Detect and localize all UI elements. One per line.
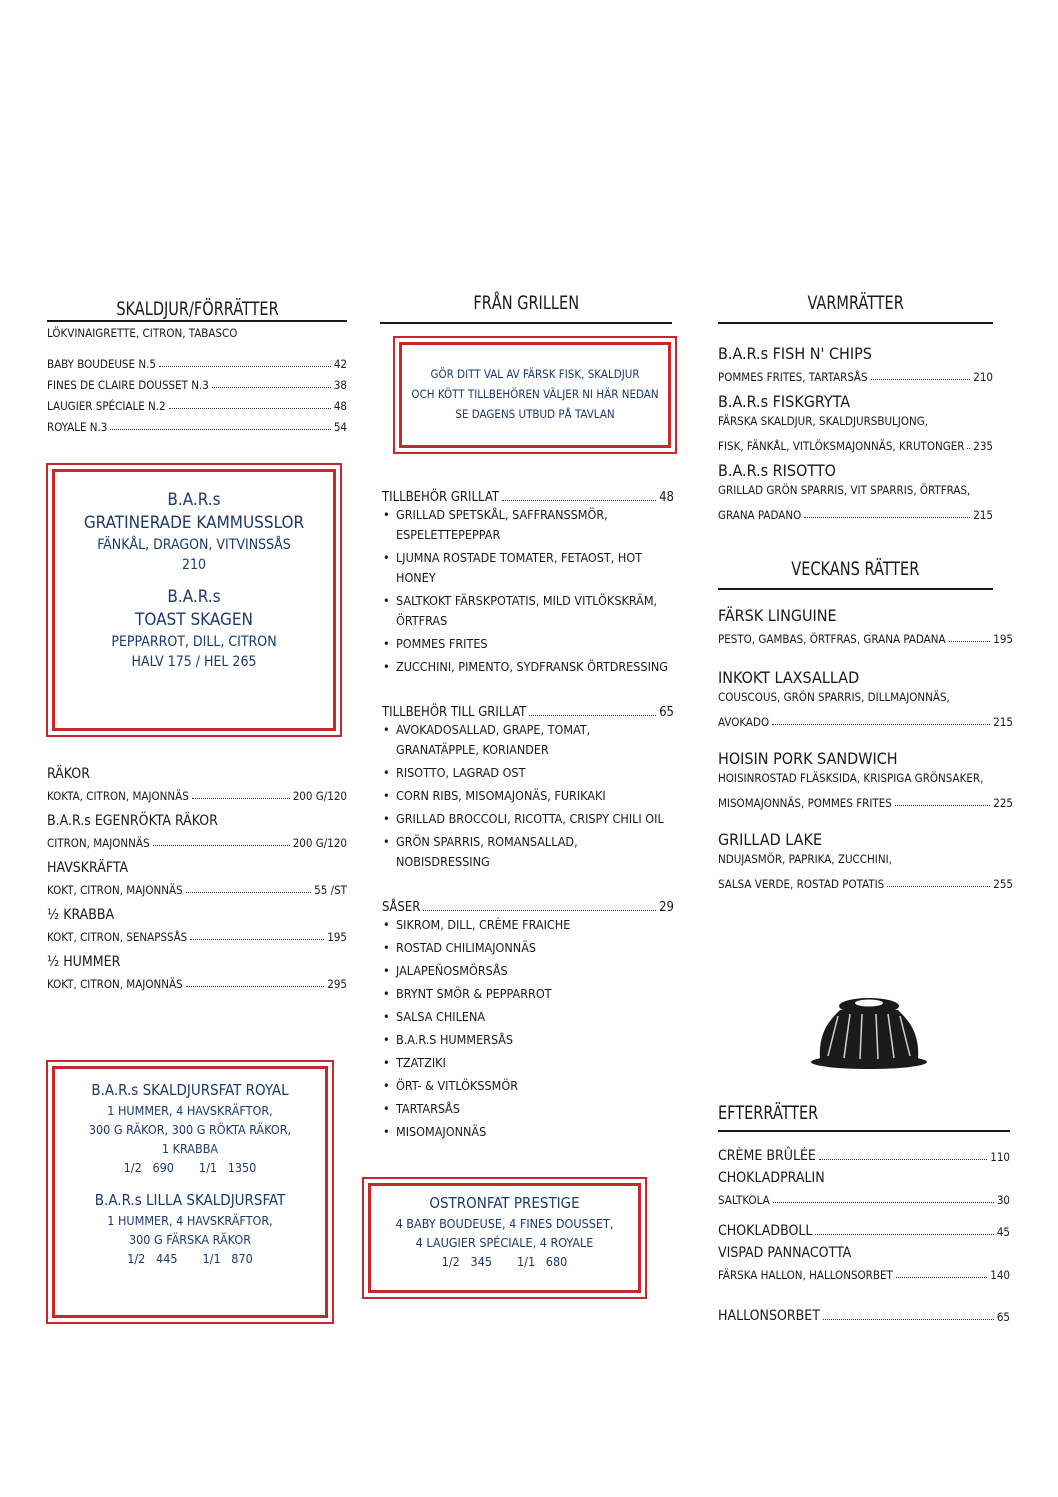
notice-line: OCH KÖTT TILLBEHÖREN VÄLJER NI HÄR NEDAN [411, 387, 659, 401]
section-header: VARMRÄTTER [718, 292, 993, 324]
menu-item: B.A.R.s FISKGRYTA FÄRSKA SKALDJUR, SKALDJURSBULJONG, FISK, FÄNKÅL, VITLÖKSMAJONNÄS, KRUTONGER 235 [718, 392, 993, 453]
list-item: BABY BOUDEUSE N.5 42 [47, 357, 347, 371]
grill-groups [382, 484, 674, 1145]
column-grill [380, 292, 672, 324]
section-subtitle: LÖKVINAIGRETTE, CITRON, TABASCO [47, 326, 238, 340]
box-desc: 1 HUMMER, 4 HAVSKRÄFTOR, [107, 1103, 273, 1118]
box-title: OSTRONFAT PRESTIGE [429, 1194, 580, 1212]
list-item: • CORN RIBS, MISOMAJONÄS, FURIKAKI [396, 786, 674, 806]
box-title: TOAST SKAGEN [135, 610, 253, 630]
grill-notice-box [399, 342, 671, 448]
list-item: • LJUMNA ROSTADE TOMATER, FETAOST, HOT HONEY [396, 548, 674, 588]
box-title: B.A.R.s LILLA SKALDJURSFAT [94, 1191, 286, 1209]
box-desc: 4 LAUGIER SPÉCIALE, 4 ROYALE [415, 1235, 594, 1250]
menu-item: CRÈME BRÛLÉE 110 [718, 1148, 1010, 1164]
list-item: • RISOTTO, LAGRAD OST [396, 763, 674, 783]
list-item: • SIKROM, DILL, CRÈME FRAICHE [396, 915, 674, 935]
accessory-group: TILLBEHÖR TILL GRILLAT 65 • AVOKADOSALLAD, GRAPE, TOMAT, GRANATÄPPLE, KORIANDER • RISOTTO, LAGRAD OST • CORN RIBS, MISOMAJONÄS, FURIKAKI • GRILLAD BROCCOLI, RICOTTA, CRISPY CHILI OIL • GRÖN SPARRIS, ROMANSALLAD, NOBISDRESSING [382, 699, 674, 872]
list-item: • GRILLAD SPETSKÅL, SAFFRANSSMÖR, ESPELETTEPEPPAR [396, 505, 674, 545]
section-header: EFTERRÄTTER [718, 1102, 1010, 1132]
platter-box [52, 1066, 328, 1318]
list-item: • B.A.R.S HUMMERSÅS [396, 1030, 674, 1050]
menu-item: RÄKOR KOKTA, CITRON, MAJONNÄS 200 G/120 [47, 766, 347, 803]
menu-item: HOISIN PORK SANDWICH HOISINROSTAD FLÄSKSIDA, KRISPIGA GRÖNSAKER, MISOMAJONNÄS, POMMES FRITES 225 [718, 749, 1013, 810]
sauce-group: SÅSER 29 • SIKROM, DILL, CRÈME FRAICHE • ROSTAD CHILIMAJONNÄS • JALAPEÑOSMÖRSÅS • BRYNT SMÖR & PEPPARROT • SALSA CHILENA • B.A.R.S HUMMERSÅS • TZATZIKI • ÖRT- & VITLÖKSSMÖR • TARTARSÅS • MISOMAJONNÄS [382, 894, 674, 1142]
menu-item: CHOKLADPRALIN SALTKOLA 30 [718, 1170, 1010, 1207]
list-item: • ÖRT- & VITLÖKSSMÖR [396, 1076, 674, 1096]
box-title: B.A.R.s [167, 587, 221, 607]
list-item: • AVOKADOSALLAD, GRAPE, TOMAT, GRANATÄPPLE, KORIANDER [396, 720, 674, 760]
oyster-list [47, 350, 347, 434]
box-title: B.A.R.s SKALDJURSFAT ROYAL [91, 1081, 289, 1099]
list-item: • GRÖN SPARRIS, ROMANSALLAD, NOBISDRESSING [396, 832, 674, 872]
box-desc: PEPPARROT, DILL, CITRON [111, 634, 277, 650]
jelly-mold-illustration [810, 992, 928, 1070]
list-item: • MISOMAJONNÄS [396, 1122, 674, 1142]
list-item: • ZUCCHINI, PIMENTO, SYDFRANSK ÖRTDRESSING [396, 657, 674, 677]
list-item: • TZATZIKI [396, 1053, 674, 1073]
box-price: HALV 175 / HEL 265 [131, 654, 257, 670]
box-desc: 300 G FÄRSKA RÄKOR [128, 1232, 252, 1247]
menu-item: GRILLAD LAKE NDUJASMÖR, PAPRIKA, ZUCCHINI, SALSA VERDE, ROSTAD POTATIS 255 [718, 830, 1013, 891]
shellfish-list [47, 760, 347, 991]
menu-item: ½ KRABBA KOKT, CITRON, SENAPSSÅS 195 [47, 907, 347, 944]
oyster-platter-box [368, 1183, 641, 1293]
list-item: • ROSTAD CHILIMAJONNÄS [396, 938, 674, 958]
menu-item: INKOKT LAXSALLAD COUSCOUS, GRÖN SPARRIS, DILLMAJONNÄS, AVOKADO 215 [718, 668, 1013, 729]
section-header: SKALDJUR/FÖRRÄTTER [47, 298, 347, 322]
box-price: 210 [181, 557, 207, 573]
list-item: ROYALE N.3 54 [47, 420, 347, 434]
list-item: FINES DE CLAIRE DOUSSET N.3 38 [47, 378, 347, 392]
box-desc: FÄNKÅL, DRAGON, VITVINSSÅS [97, 537, 291, 553]
menu-item: HALLONSORBET 65 [718, 1308, 1010, 1324]
list-item: • GRILLAD BROCCOLI, RICOTTA, CRISPY CHILI OIL [396, 809, 674, 829]
section-header: FRÅN GRILLEN [380, 292, 672, 324]
box-price: 1/2 345 1/1 680 [441, 1254, 568, 1269]
box-price: 1/2 445 1/1 870 [127, 1251, 253, 1266]
list-item: LAUGIER SPÉCIALE N.2 48 [47, 399, 347, 413]
list-item: • SALSA CHILENA [396, 1007, 674, 1027]
box-title: B.A.R.s [167, 490, 221, 510]
accessory-group: TILLBEHÖR GRILLAT 48 • GRILLAD SPETSKÅL, SAFFRANSSMÖR, ESPELETTEPEPPAR • LJUMNA ROSTADE TOMATER, FETAOST, HOT HONEY • SALTKOKT FÄRSKPOTATIS, MILD VITLÖKSKRÄM, ÖRTFRAS • POMMES FRITES • ZUCCHINI, PIMENTO, SYDFRANSK ÖRTDRESSING [382, 484, 674, 677]
menu-item: VISPAD PANNACOTTA FÄRSKA HALLON, HALLONSORBET 140 [718, 1245, 1010, 1282]
specials-box [52, 469, 336, 731]
column-starters [47, 298, 347, 434]
box-price: 1/2 690 1/1 1350 [123, 1160, 257, 1175]
menu-item: FÄRSK LINGUINE PESTO, GAMBAS, ÖRTFRAS, GRANA PADANA 195 [718, 606, 1013, 646]
list-item: • POMMES FRITES [396, 634, 674, 654]
notice-line: SE DAGENS UTBUD PÅ TAVLAN [455, 407, 615, 421]
list-item: • BRYNT SMÖR & PEPPARROT [396, 984, 674, 1004]
list-item: • JALAPEÑOSMÖRSÅS [396, 961, 674, 981]
box-desc: 300 G RÄKOR, 300 G RÖKTA RÄKOR, [88, 1122, 292, 1137]
box-desc: 1 KRABBA [161, 1141, 219, 1156]
list-item: • SALTKOKT FÄRSKPOTATIS, MILD VITLÖKSKRÄM, ÖRTFRAS [396, 591, 674, 631]
column-desserts [718, 1102, 1010, 1324]
column-mains [718, 292, 1013, 891]
box-desc: 4 BABY BOUDEUSE, 4 FINES DOUSSET, [395, 1216, 614, 1231]
menu-item: ½ HUMMER KOKT, CITRON, MAJONNÄS 295 [47, 954, 347, 991]
menu-item: CHOKLADBOLL 45 [718, 1223, 1010, 1239]
notice-line: GÖR DITT VAL AV FÄRSK FISK, SKALDJUR [430, 367, 640, 381]
menu-item: B.A.R.s FISH N' CHIPS POMMES FRITES, TARTARSÅS 210 [718, 344, 993, 384]
box-desc: 1 HUMMER, 4 HAVSKRÄFTOR, [107, 1213, 273, 1228]
menu-item: B.A.R.s RISOTTO GRILLAD GRÖN SPARRIS, VIT SPARRIS, ÖRTFRAS, GRANA PADANO 215 [718, 461, 993, 522]
menu-item: HAVSKRÄFTA KOKT, CITRON, MAJONNÄS 55 /ST [47, 860, 347, 897]
section-header: VECKANS RÄTTER [718, 558, 993, 590]
list-item: • TARTARSÅS [396, 1099, 674, 1119]
box-title: GRATINERADE KAMMUSSLOR [83, 513, 305, 533]
menu-item: B.A.R.s EGENRÖKTA RÄKOR CITRON, MAJONNÄS 200 G/120 [47, 813, 347, 850]
